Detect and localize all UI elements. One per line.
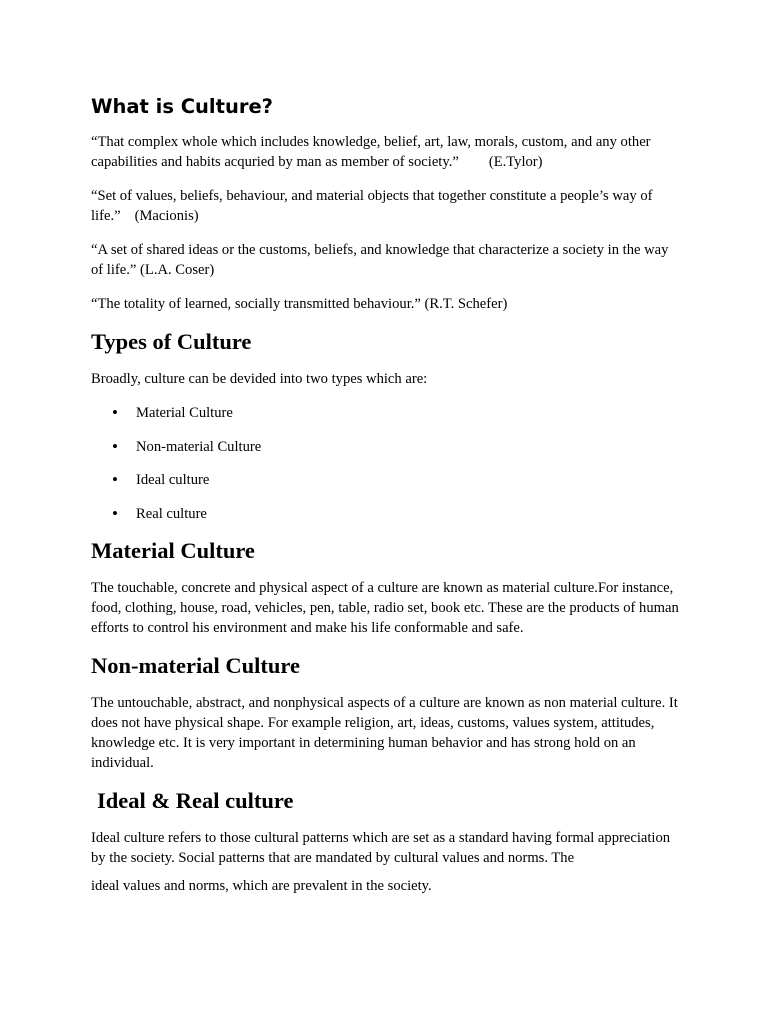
quote-source: (L.A. Coser): [140, 262, 215, 278]
quote-source: (R.T. Schefer): [424, 296, 508, 312]
quote-text: “A set of shared ideas or the customs, beliefs, and knowledge that characterize a society in the way of life.”: [91, 242, 669, 278]
quote-tylor: [91, 132, 681, 172]
list-item: • Non-material Culture: [91, 437, 681, 457]
material-body: The touchable, concrete and physical aspect of a culture are known as material culture.For instance, food, clothing, house, road, vehicles, pen, table, radio set, book etc. These are the products of human efforts to control his environment and make his life conformable and safe.: [91, 580, 679, 636]
quote-source: (Macionis): [134, 208, 199, 224]
quote-text: “The totality of learned, socially transmitted behaviour.”: [91, 296, 421, 312]
quote-text: “That complex whole which includes knowledge, belief, art, law, morals, custom, and any other capabilities and habits acquried by man as member of society.”: [91, 134, 651, 170]
heading-ideal-real-culture: Ideal & Real culture: [97, 788, 294, 813]
list-item: • Ideal culture: [91, 470, 681, 490]
quote-source: (E.Tylor): [488, 154, 543, 170]
heading-non-material-culture: Non-material Culture: [91, 653, 300, 678]
types-intro: Broadly, culture can be devided into two types which are:: [91, 371, 428, 387]
quote-macionis: [91, 186, 681, 226]
quote-coser: [91, 240, 681, 280]
ideal-real-body: Ideal culture refers to those cultural patterns which are set as a standard having formal appreciation by the society. Social patterns that are mandated by cultural values and norms. The: [91, 830, 671, 866]
document-page: [91, 94, 681, 910]
heading-what-is-culture: What is Culture?: [91, 95, 273, 118]
list-item: • Material Culture: [91, 403, 681, 423]
ideal-real-body-last: ideal values and norms, which are prevalent in the society.: [91, 878, 432, 894]
heading-types-of-culture: Types of Culture: [91, 329, 252, 354]
heading-material-culture: Material Culture: [91, 538, 255, 563]
quote-text: “Set of values, beliefs, behaviour, and material objects that together constitute a people’s way of life.”: [91, 188, 653, 224]
list-item: • Real culture: [91, 504, 681, 524]
types-list: [91, 403, 681, 524]
quote-schefer: [91, 294, 681, 314]
non-material-body: The untouchable, abstract, and nonphysical aspects of a culture are known as non material culture. It does not have physical shape. For example religion, art, ideas, customs, values system, attitudes, knowledge etc. It is very important in determining human behavior and has strong hold on an individual.: [91, 695, 678, 771]
